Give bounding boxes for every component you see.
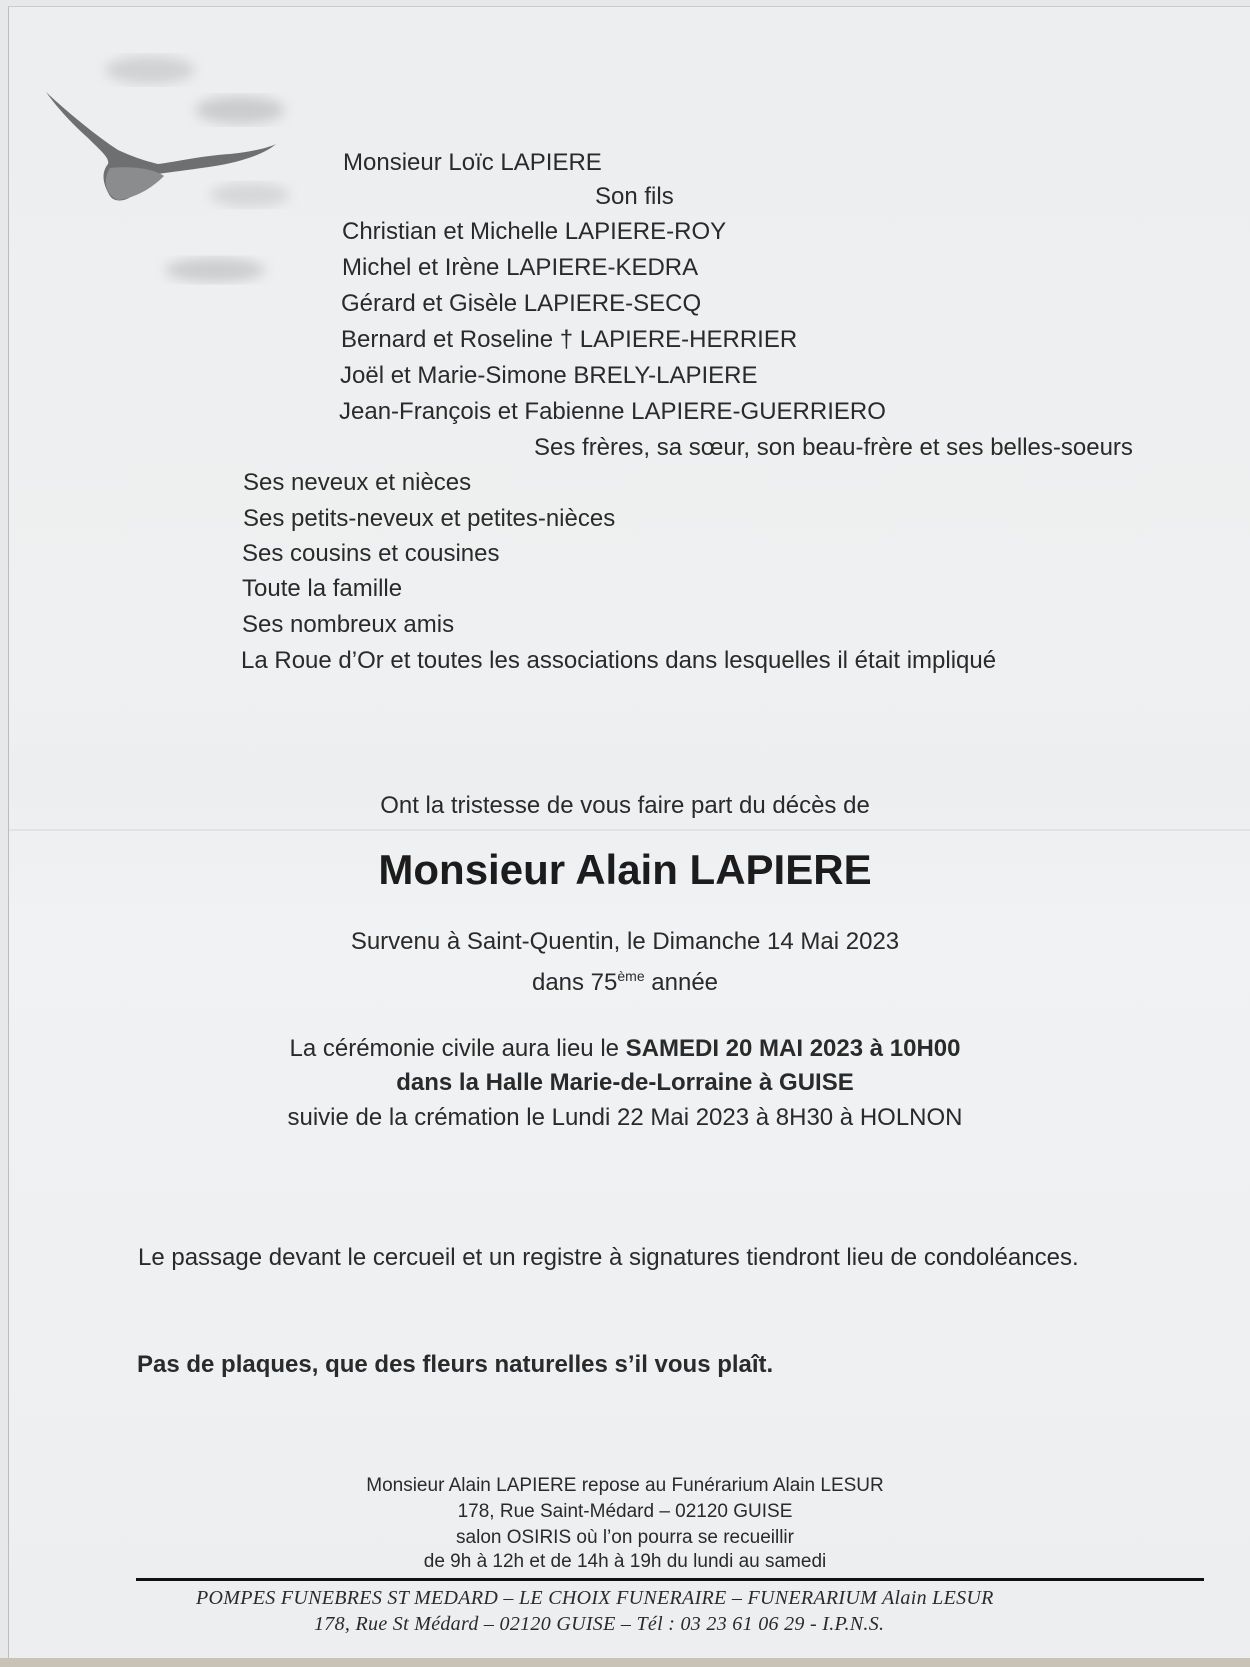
condolences-note: Le passage devant le cercueil et un registre à signatures tiendront lieu de condoléances. [138,1244,1079,1271]
sibling-line: Joël et Marie-Simone BRELY-LAPIERE [340,362,758,389]
sibling-line: Bernard et Roseline † LAPIERE-HERRIER [341,326,798,353]
relatives-line: Ses petits-neveux et petites-nièces [243,505,616,532]
paper-fold [9,829,1250,831]
ceremony-date-line [0,1035,1250,1063]
deceased-name: Monsieur Alain LAPIERE [378,846,872,893]
sibling-line: Michel et Irène LAPIERE-KEDRA [342,254,699,281]
flowers-note: Pas de plaques, que des fleurs naturelles s’il vous plaît. [137,1351,774,1378]
footer-rule [136,1578,1204,1581]
relatives-line: Ses nombreux amis [242,611,455,638]
son-name: Monsieur Loïc LAPIERE [343,149,602,176]
funerarium-hours: de 9h à 12h et de 14h à 19h du lundi au samedi [423,1551,827,1572]
bird-in-clouds-illustration [40,40,310,300]
relatives-line: Ses cousins et cousines [242,540,500,567]
ceremony-location: dans la Halle Marie-de-Lorraine à GUISE [396,1069,854,1096]
relatives-line: Toute la famille [242,575,403,602]
death-place-date: Survenu à Saint-Quentin, le Dimanche 14 Mai 2023 [350,928,900,955]
cremation-line: suivie de la crémation le Lundi 22 Mai 2023 à 8H30 à HOLNON [287,1104,963,1131]
age-prefix: dans 75 [531,969,618,996]
age-line [0,962,1250,997]
ceremony-prefix: La cérémonie civile aura lieu le [289,1035,626,1062]
funerarium-line: Monsieur Alain LAPIERE repose au Funérarium Alain LESUR [366,1475,884,1496]
sibling-line: Christian et Michelle LAPIERE-ROY [342,218,727,245]
age-suffix: année [644,969,719,996]
funerarium-address: 178, Rue Saint-Médard – 02120 GUISE [457,1501,793,1522]
ceremony-date: SAMEDI 20 MAI 2023 à 10H00 [625,1035,961,1062]
table-edge [0,1658,1250,1667]
footer-address: 178, Rue St Médard – 02120 GUISE – Tél : 03 23 61 06 29 - I.P.N.S. [314,1613,885,1635]
funerarium-salon: salon OSIRIS où l’on pourra se recueillir [456,1527,794,1548]
footer-company: POMPES FUNEBRES ST MEDARD – LE CHOIX FUNERAIRE – FUNERARIUM Alain LESUR [196,1587,994,1609]
relatives-line: Ses neveux et nièces [243,469,472,496]
son-role: Son fils [595,183,674,210]
siblings-role: Ses frères, sa sœur, son beau-frère et ses belles-soeurs [534,434,1133,461]
sibling-line: Jean-François et Fabienne LAPIERE-GUERRIERO [339,398,886,425]
relatives-line: La Roue d’Or et toutes les associations dans lesquelles il était impliqué [241,647,997,674]
announcement-intro: Ont la tristesse de vous faire part du décès de [380,792,870,819]
age-superscript: ème [617,968,645,984]
sibling-line: Gérard et Gisèle LAPIERE-SECQ [341,290,702,317]
